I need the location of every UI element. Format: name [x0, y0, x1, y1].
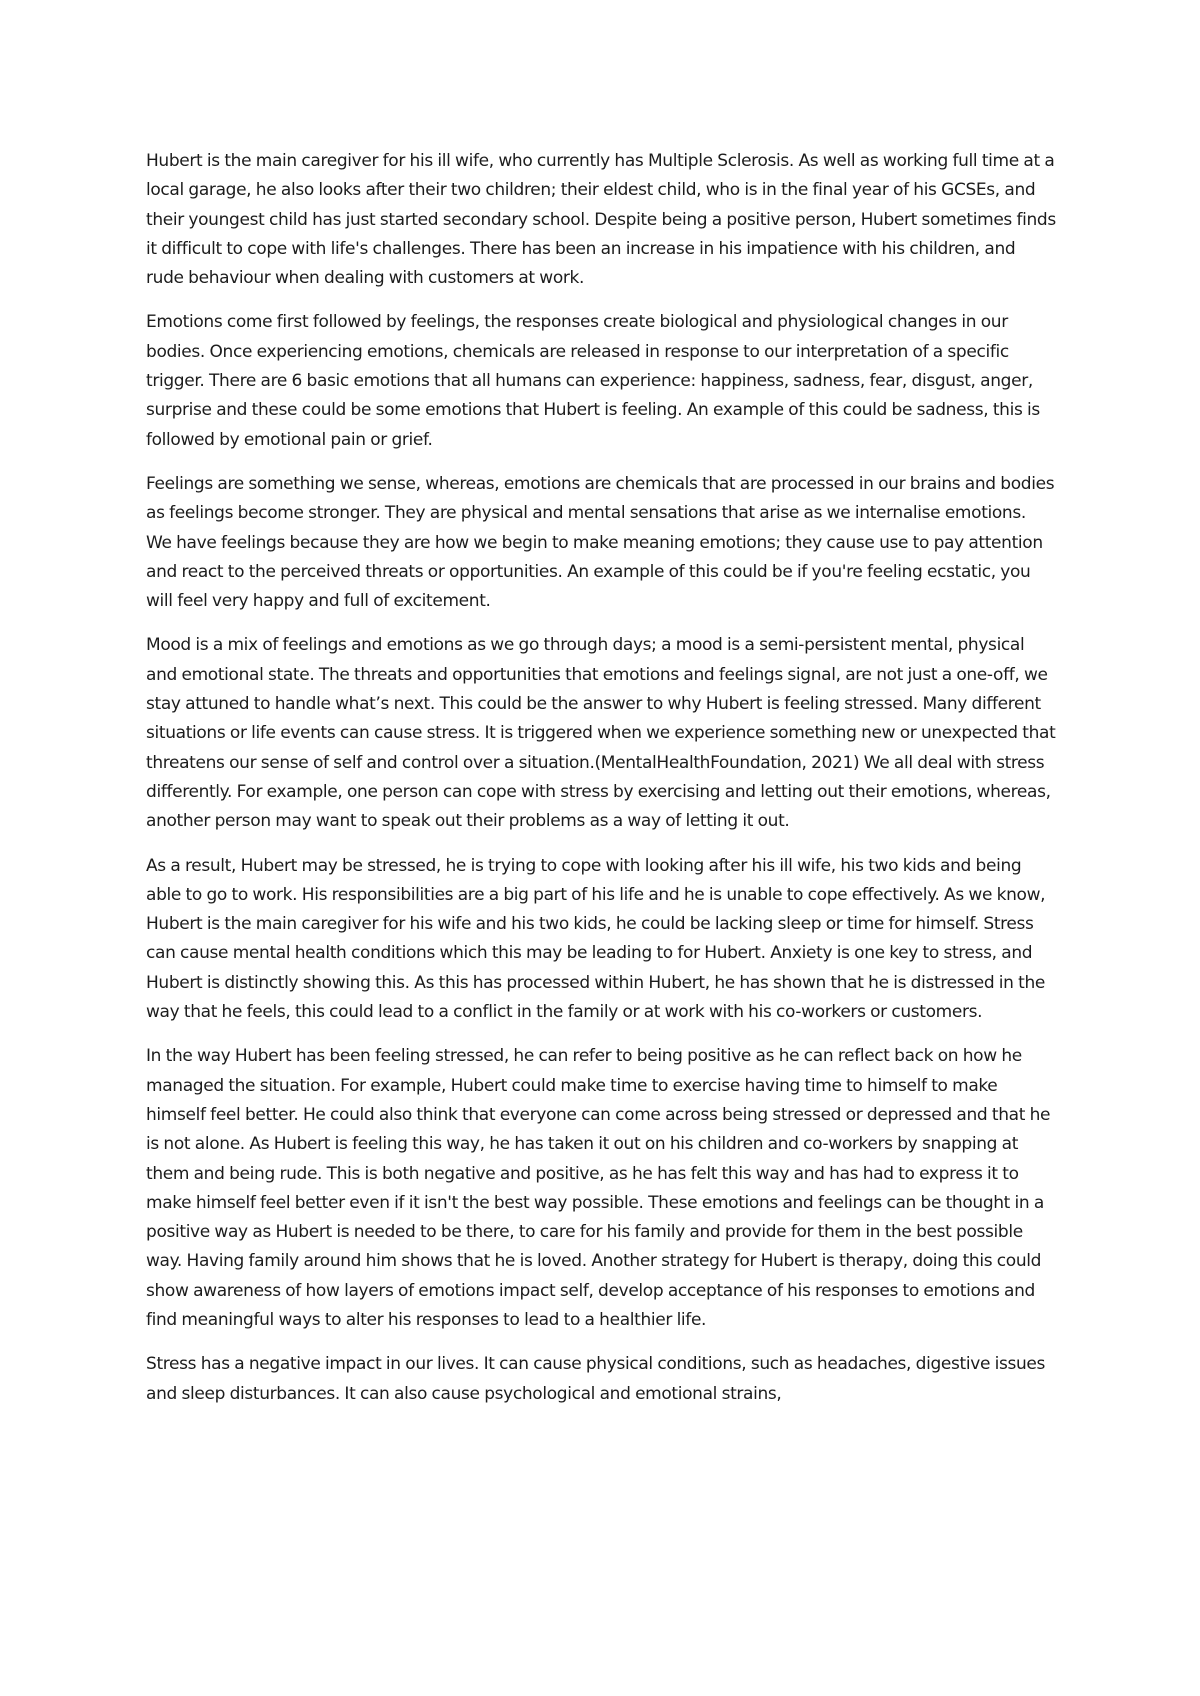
document-body — [146, 147, 1056, 1424]
paragraph-positive-coping: In the way Hubert has been feeling stressed, he can refer to being positive as he can reflect back on how he managed the situation. For example, Hubert could make time to exercise having time to himself to make himself feel better. He could also think that everyone can come across being stressed or depressed and that he is not alone. As Hubert is feeling this way, he has taken it out on his children and co-workers by snapping at them and being rude. This is both negative and positive, as he has felt this way and has had to express it to make himself feel better even if it isn't the best way possible. These emotions and feelings can be thought in a positive way as Hubert is needed to be there, to care for his family and provide for them in the best possible way. Having family around him shows that he is loved. Another strategy for Hubert is therapy, doing this could show awareness of how layers of emotions impact self, develop acceptance of his responses to emotions and find meaningful ways to alter his responses to lead to a healthier life. — [146, 1046, 1051, 1330]
paragraph-hubert-caregiver: Hubert is the main caregiver for his ill wife, who currently has Multiple Sclerosis. As well as working full time at a local garage, he also looks after their two children; their eldest child, who is in the final year of his GCSEs, and their youngest child has just started secondary school. Despite being a positive person, Hubert sometimes finds it difficult to cope with life's challenges. There has been an increase in his impatience with his children, and rude behaviour when dealing with customers at work. — [146, 151, 1056, 289]
paragraph-stress-impact: Stress has a negative impact in our lives. It can cause physical conditions, such as headaches, digestive issues and sleep disturbances. It can also cause psychological and emotional strains, — [146, 1354, 1046, 1404]
paragraph-stress-result: As a result, Hubert may be stressed, he is trying to cope with looking after his ill wife, his two kids and being able to go to work. His responsibilities are a big part of his life and he is unable to cope effectively. As we know, Hubert is the main caregiver for his wife and his two kids, he could be lacking sleep or time for himself. Stress can cause mental health conditions which this may be leading to for Hubert. Anxiety is one key to stress, and Hubert is distinctly showing this. As this has processed within Hubert, he has shown that he is distressed in the way that he feels, this could lead to a conflict in the family or at work with his co-workers or customers. — [146, 855, 1046, 1023]
paragraph-emotions: Emotions come first followed by feelings, the responses create biological and physiological changes in our bodies. Once experiencing emotions, chemicals are released in response to our interpretation of a specific trigger. There are 6 basic emotions that all humans can experience: happiness, sadness, fear, disgust, anger, surprise and these could be some emotions that Hubert is feeling. An example of this could be sadness, this is followed by emotional pain or grief. — [146, 312, 1040, 450]
paragraph-feelings: Feelings are something we sense, whereas, emotions are chemicals that are processed in our brains and bodies as feelings become stronger. They are physical and mental sensations that arise as we internalise emotions. We have feelings because they are how we begin to make meaning emotions; they cause use to pay attention and react to the perceived threats or opportunities. An example of this could be if you're feeling ecstatic, you will feel very happy and full of excitement. — [146, 473, 1055, 612]
paragraph-mood: Mood is a mix of feelings and emotions as we go through days; a mood is a semi-persistent mental, physical and emotional state. The threats and opportunities that emotions and feelings signal, are not just a one-off, we stay attuned to handle what’s next. This could be the answer to why Hubert is feeling stressed. Many different situations or life events can cause stress. It is triggered when we experience something new or unexpected that threatens our sense of self and control over a situation.(MentalHealthFoundation, 2021) We all deal with stress differently. For example, one person can cope with stress by exercising and letting out their emotions, whereas, another person may want to speak out their problems as a way of letting it out. — [146, 635, 1056, 832]
